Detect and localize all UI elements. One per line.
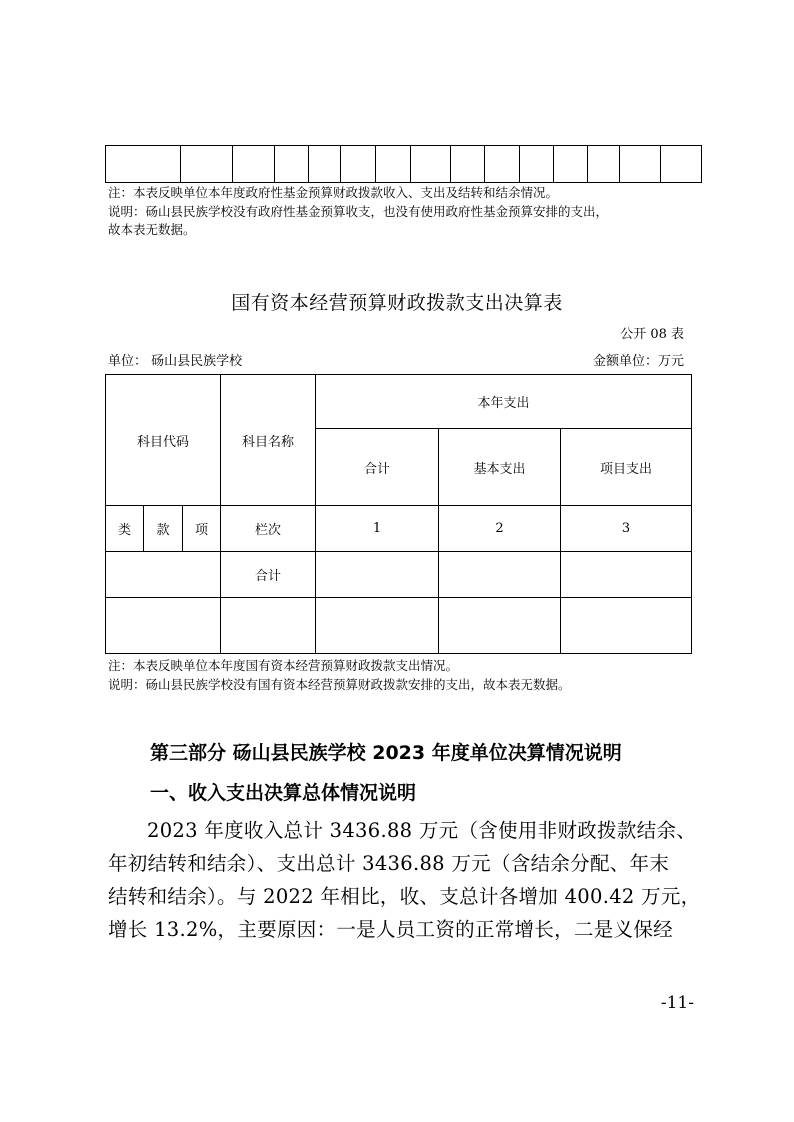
table-cell xyxy=(221,598,316,654)
table-row xyxy=(106,146,702,183)
header-basic-expense: 基本支出 xyxy=(439,429,561,506)
top-table-note: 注：本表反映单位本年度政府性基金预算财政拨款收入、支出及结转和结余情况。 xyxy=(108,185,559,200)
table-cell xyxy=(376,146,411,183)
header-col3: 3 xyxy=(561,506,692,552)
state-capital-expense-table xyxy=(105,374,692,654)
header-section: 款 xyxy=(144,506,183,552)
table-row xyxy=(106,598,692,654)
table-cell xyxy=(451,146,485,183)
header-col2: 2 xyxy=(439,506,561,552)
part3-paragraph xyxy=(108,814,701,946)
header-column-no: 栏次 xyxy=(221,506,316,552)
header-category: 类 xyxy=(106,506,144,552)
table-cell xyxy=(275,146,309,183)
total-row-label: 合计 xyxy=(221,552,316,598)
table-cell xyxy=(561,552,692,598)
table-cell xyxy=(485,146,520,183)
paragraph-line: 2023 年度收入总计 3436.88 万元（含使用非财政拨款结余、 xyxy=(147,819,697,842)
table-title: 国有资本经营预算财政拨款支出决算表 xyxy=(231,292,563,314)
table2-note: 注：本表反映单位本年度国有资本经营预算财政拨款支出情况。 xyxy=(108,658,459,673)
table-cell xyxy=(411,146,451,183)
header-col1: 1 xyxy=(316,506,439,552)
top-empty-table xyxy=(105,145,702,183)
part3-subheading: 一、收入支出决算总体情况说明 xyxy=(150,782,417,804)
table-cell xyxy=(106,146,181,183)
table-cell xyxy=(309,146,341,183)
table-cell xyxy=(341,146,376,183)
table-cell xyxy=(181,146,233,183)
header-current-year-expense: 本年支出 xyxy=(316,375,692,429)
table-row xyxy=(106,552,692,598)
table-cell xyxy=(316,598,439,654)
table-cell xyxy=(233,146,275,183)
header-subject-code: 科目代码 xyxy=(106,375,221,506)
form-code: 公开 08 表 xyxy=(620,327,684,342)
header-subject-name: 科目名称 xyxy=(221,375,316,506)
table-cell xyxy=(106,552,221,598)
table-cell xyxy=(439,552,561,598)
paragraph-line: 结转和结余）。与 2022 年相比，收、支总计各增加 400.42 万元， xyxy=(108,885,701,908)
part3-heading: 第三部分 砀山县民族学校 2023 年度单位决算情况说明 xyxy=(150,742,622,764)
table-row xyxy=(106,375,692,429)
table-cell xyxy=(661,146,702,183)
paragraph-line: 增长 13.2%，主要原因：一是人员工资的正常增长，二是义保经 xyxy=(108,918,673,941)
table-cell xyxy=(520,146,554,183)
header-project-expense: 项目支出 xyxy=(561,429,692,506)
table-cell xyxy=(316,552,439,598)
table-cell xyxy=(554,146,588,183)
paragraph-line: 年初结转和结余）、支出总计 3436.88 万元（含结余分配、年末 xyxy=(108,852,670,875)
table2-explain: 说明：砀山县民族学校没有国有资本经营预算财政拨款安排的支出，故本表无数据。 xyxy=(108,677,571,692)
header-total: 合计 xyxy=(316,429,439,506)
amount-unit-label: 金额单位：万元 xyxy=(592,354,684,369)
top-table-explain-line2: 故本表无数据。 xyxy=(108,222,196,237)
table-cell xyxy=(106,598,221,654)
table-cell xyxy=(561,598,692,654)
unit-label: 单位： 砀山县民族学校 xyxy=(108,354,243,369)
table-cell xyxy=(620,146,661,183)
table-cell xyxy=(439,598,561,654)
table-row xyxy=(106,506,692,552)
table-cell xyxy=(588,146,620,183)
page-number: -11- xyxy=(660,993,694,1013)
header-item: 项 xyxy=(183,506,221,552)
top-table-explain-line1: 说明：砀山县民族学校没有政府性基金预算收支，也没有使用政府性基金预算安排的支出， xyxy=(108,204,609,219)
